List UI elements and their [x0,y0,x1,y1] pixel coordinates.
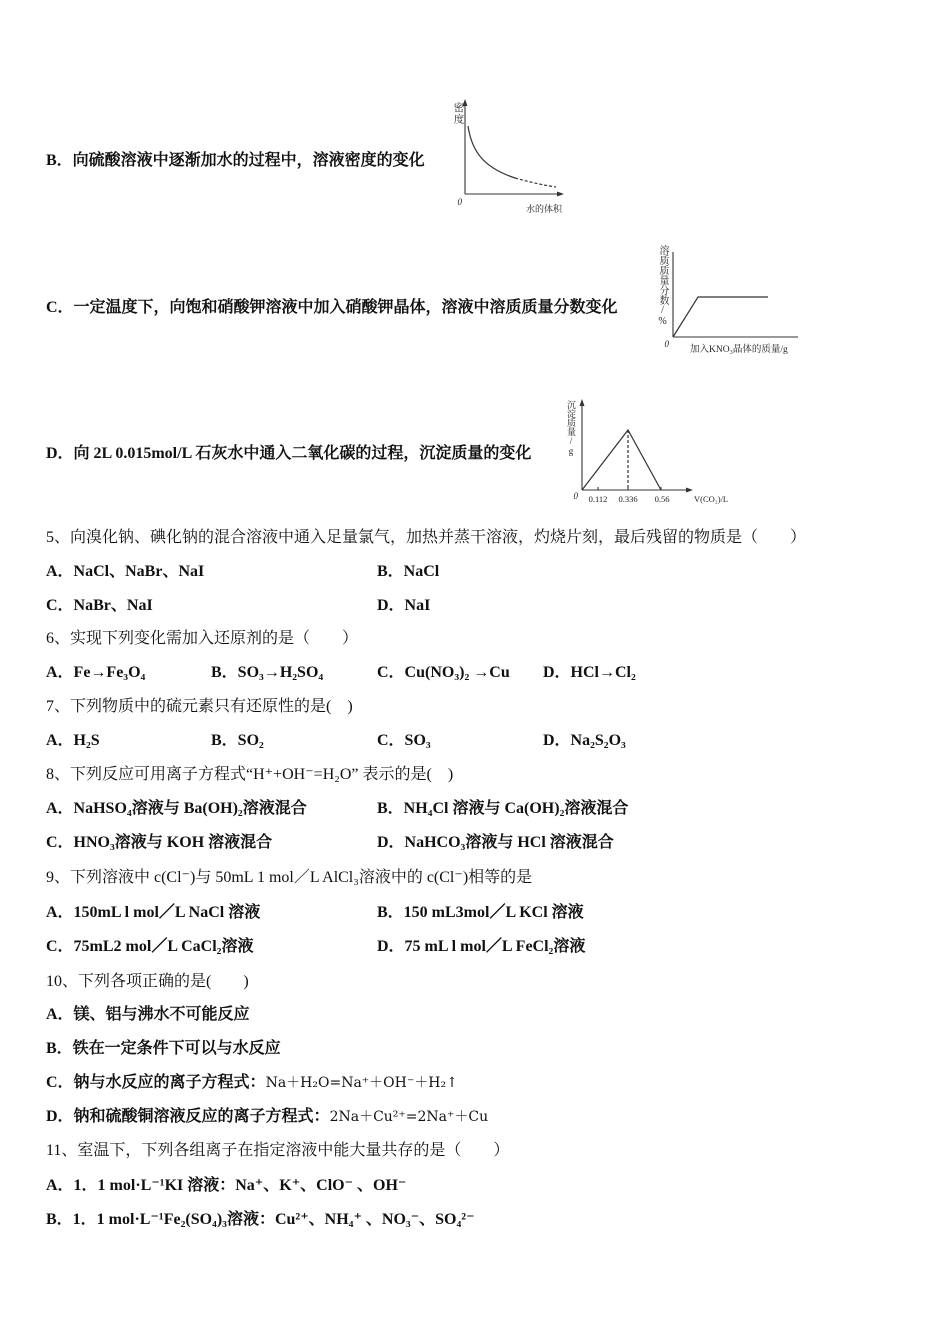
question-8-option-b: B．NH₄Cl 溶液与 Ca(OH)₂溶液混合 [377,800,629,817]
question-10-option-b: B．铁在一定条件下可以与水反应 [46,1040,281,1057]
density-graph [440,98,570,220]
x-axis-label: V(CO₂)/L [694,494,729,504]
option-d-precipitate: D．向 2L 0.015mol/L 石灰水中通入二氧化碳的过程，沉淀质量的变化 [46,445,532,462]
question-9-option-a: A．150mL l mol／L NaCl 溶液 [46,904,261,921]
question-11-option-b: B．1．1 mol·L⁻¹Fe₂(SO₄)₃溶液：Cu²⁺、NH₄⁺ 、NO₃⁻、SO₄²⁻ [46,1211,475,1228]
question-9-option-b: B．150 mL3mol／L KCl 溶液 [377,904,584,921]
option-b-density: B．向硫酸溶液中逐渐加水的过程中，溶液密度的变化 [46,152,425,169]
x-axis-arrow [557,192,564,197]
mass-fraction-graph-plot [652,238,804,358]
question-6-option-b: B．SO₃→H₂SO₄ [211,664,324,681]
question-10-option-c-equation: Na＋H₂O=Na⁺＋OH⁻＋H₂↑ [265,1075,458,1091]
origin-label: 0 [664,339,669,349]
question-11-stem: 11、室温下，下列各组离子在指定溶液中能大量共存的是（ ） [46,1142,510,1159]
density-curve-solid [468,126,515,178]
question-6-option-d: D．HCl→Cl₂ [543,664,636,681]
question-5-stem: 5、向溴化钠、碘化钠的混合溶液中通入足量氯气，加热并蒸干溶液，灼烧片刻，最后残留的物质是（ ） [46,529,807,546]
question-6-stem: 6、实现下列变化需加入还原剂的是（ ） [46,630,359,647]
question-8-option-a: A．NaHSO₄溶液与 Ba(OH)₂溶液混合 [46,800,307,817]
y-axis-label: 密度 [452,102,464,125]
origin-label: 0 [457,197,462,207]
question-7-stem: 7、下列物质中的硫元素只有还原性的是( ) [46,698,353,715]
x-axis-label: 水的体积 [525,204,562,214]
y-axis-arrow [580,399,585,406]
question-5-option-c: C．NaBr、NaI [46,597,153,614]
mass-fraction-line [673,297,768,337]
y-axis-label: 溶质质量分数/% [657,245,668,327]
question-5-option-a: A．NaCl、NaBr、NaI [46,563,205,580]
question-10-option-a: A．镁、铝与沸水不可能反应 [46,1006,250,1023]
question-6-option-a: A．Fe→Fe₃O₄ [46,664,146,681]
precipitate-graph [556,395,736,507]
x-tick-label-3: 0.56 [654,494,670,504]
question-10-option-c-label: C．钠与水反应的离子方程式： [46,1074,266,1091]
question-8-stem: 8、下列反应可用离子方程式“H⁺+OH⁻=H₂O” 表示的是( ) [46,766,454,783]
question-9-option-c: C．75mL2 mol／L CaCl₂溶液 [46,938,254,955]
origin-label: 0 [573,491,578,501]
question-10-stem: 10、下列各项正确的是( ) [46,973,249,990]
option-c-mass-fraction: C．一定温度下，向饱和硝酸钾溶液中加入硝酸钾晶体，溶液中溶质质量分数变化 [46,299,618,316]
x-tick-label-1: 0.112 [588,494,608,504]
question-10-option-d [46,1107,488,1127]
density-curve-dashed [515,178,556,187]
y-axis-label: 沉淀质量/g [566,400,576,456]
x-axis-label: 加入KNO₃晶体的质量/g [690,345,788,355]
question-7-option-d: D．Na₂S₂O₃ [543,732,626,749]
question-8-option-c: C．HNO₃溶液与 KOH 溶液混合 [46,834,273,851]
precipitate-line [582,430,661,490]
question-10-option-c [46,1073,458,1093]
question-7-option-a: A．H₂S [46,732,100,749]
question-6-option-c: C．Cu(NO₃)₂ →Cu [377,664,510,681]
mass-fraction-graph [652,238,804,358]
question-8-option-d: D．NaHCO₃溶液与 HCl 溶液混合 [377,834,614,851]
question-7-option-b: B．SO₂ [211,732,264,749]
question-5-option-b: B．NaCl [377,563,440,580]
question-9-stem: 9、下列溶液中 c(Cl⁻)与 50mL 1 mol／L AlCl₃溶液中的 c(Cl⁻)相等的是 [46,869,533,886]
question-11-option-a: A．1．1 mol·L⁻¹KI 溶液：Na⁺、K⁺、ClO⁻ 、OH⁻ [46,1177,407,1194]
x-axis-arrow [686,488,693,493]
question-10-option-d-label: D．钠和硫酸铜溶液反应的离子方程式： [46,1108,330,1125]
x-tick-label-2: 0.336 [618,494,638,504]
question-9-option-d: D．75 mL l mol／L FeCl₂溶液 [377,938,586,955]
question-5-option-d: D．NaI [377,597,431,614]
precipitate-graph-plot [556,395,736,507]
question-10-option-d-equation: 2Na＋Cu²⁺=2Na⁺＋Cu [329,1109,489,1125]
question-7-option-c: C．SO₃ [377,732,431,749]
